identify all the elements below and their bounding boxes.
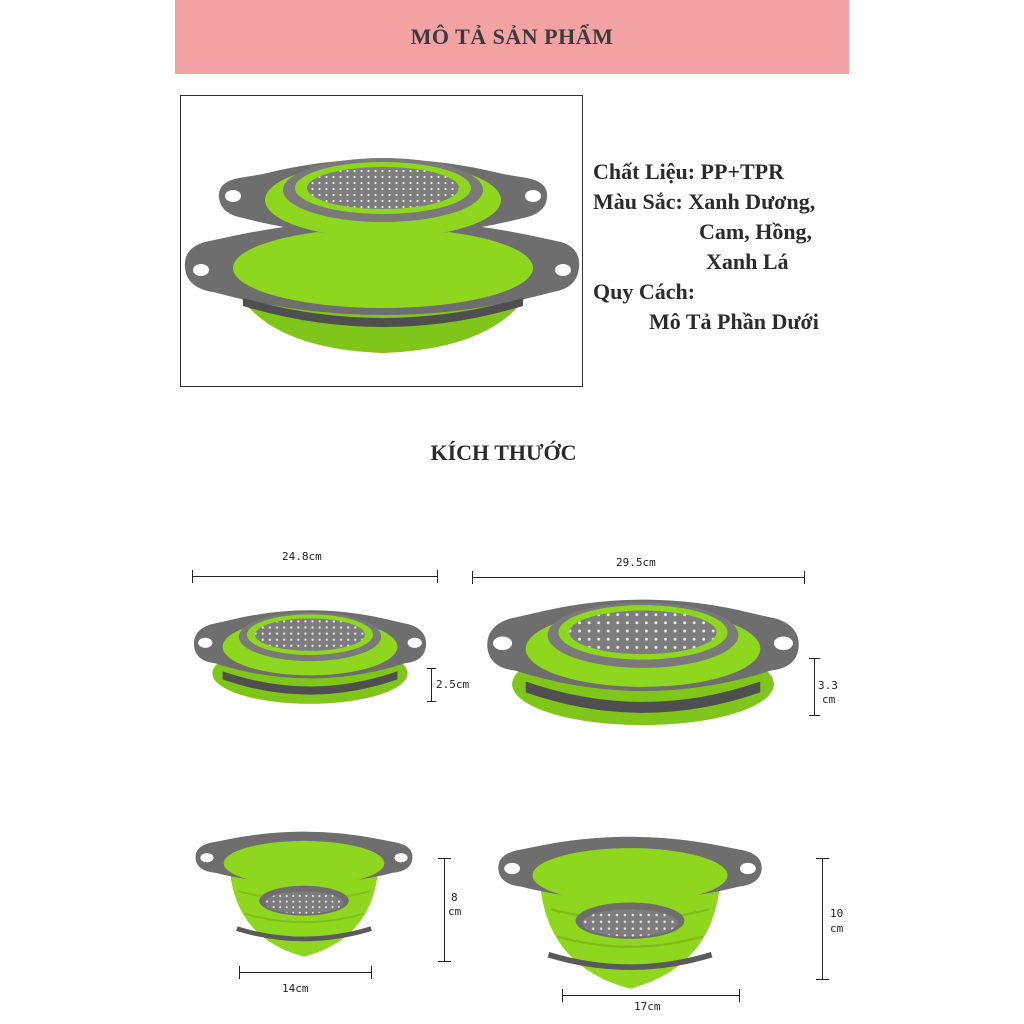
large-open-height-line bbox=[822, 858, 823, 980]
large-width-label: 29.5cm bbox=[616, 556, 656, 569]
color-spec: Màu Sắc: Xanh Dương, bbox=[593, 189, 816, 214]
small-open-height-label: 8 bbox=[451, 891, 458, 904]
size-spec-value: Mô Tả Phần Dưới bbox=[649, 309, 819, 334]
product-photo bbox=[180, 95, 583, 387]
large-width-tick-left bbox=[472, 571, 473, 584]
large-colander-folded bbox=[478, 586, 808, 736]
small-colander-folded bbox=[188, 600, 432, 712]
small-width-label: 24.8cm bbox=[282, 550, 322, 563]
small-folded-height-tick-top bbox=[427, 668, 436, 669]
large-folded-height-unit: cm bbox=[822, 693, 836, 706]
large-width-line bbox=[472, 577, 805, 578]
large-folded-height-line bbox=[814, 658, 815, 716]
size-spec-label: Quy Cách: bbox=[593, 279, 696, 304]
small-folded-height-label: 2.5cm bbox=[436, 678, 470, 691]
large-open-height-tick-bottom bbox=[816, 979, 829, 980]
header-banner bbox=[175, 0, 849, 74]
small-base-tick-left bbox=[239, 966, 240, 979]
large-open-height-tick-top bbox=[816, 858, 829, 859]
colander-stack-image bbox=[183, 138, 580, 358]
large-base-label: 17cm bbox=[634, 1000, 661, 1013]
large-base-tick-right bbox=[739, 989, 740, 1002]
small-width-line bbox=[192, 576, 438, 577]
large-open-height-label: 10 bbox=[830, 907, 844, 920]
small-folded-height-line bbox=[431, 668, 432, 702]
large-base-tick-left bbox=[562, 989, 563, 1002]
small-width-tick-right bbox=[437, 570, 438, 583]
small-base-line bbox=[239, 972, 372, 973]
large-folded-height-label: 3.3 bbox=[818, 679, 838, 692]
size-section-title: KÍCH THƯỚC bbox=[430, 440, 577, 465]
small-width-tick-left bbox=[192, 570, 193, 583]
large-folded-height-tick-bottom bbox=[809, 715, 820, 716]
small-base-label: 14cm bbox=[282, 982, 309, 995]
large-folded-height-tick-top bbox=[809, 658, 820, 659]
color-spec-cont-1: Cam, Hồng, bbox=[699, 219, 813, 244]
small-folded-height-tick-bottom bbox=[427, 701, 436, 702]
material-spec: Chất Liệu: PP+TPR bbox=[593, 159, 784, 184]
small-open-height-tick-top bbox=[438, 858, 451, 859]
large-colander-open bbox=[480, 830, 780, 1000]
small-open-height-unit: cm bbox=[448, 905, 462, 918]
large-open-height-unit: cm bbox=[830, 922, 844, 935]
large-width-tick-right bbox=[804, 571, 805, 584]
small-colander-open bbox=[180, 826, 428, 966]
color-spec-cont-2: Xanh Lá bbox=[706, 249, 789, 274]
small-open-height-tick-bottom bbox=[438, 961, 451, 962]
large-base-line bbox=[562, 995, 740, 996]
page-title: MÔ TẢ SẢN PHẨM bbox=[410, 24, 614, 49]
small-open-height-line bbox=[444, 858, 445, 962]
small-base-tick-right bbox=[371, 966, 372, 979]
